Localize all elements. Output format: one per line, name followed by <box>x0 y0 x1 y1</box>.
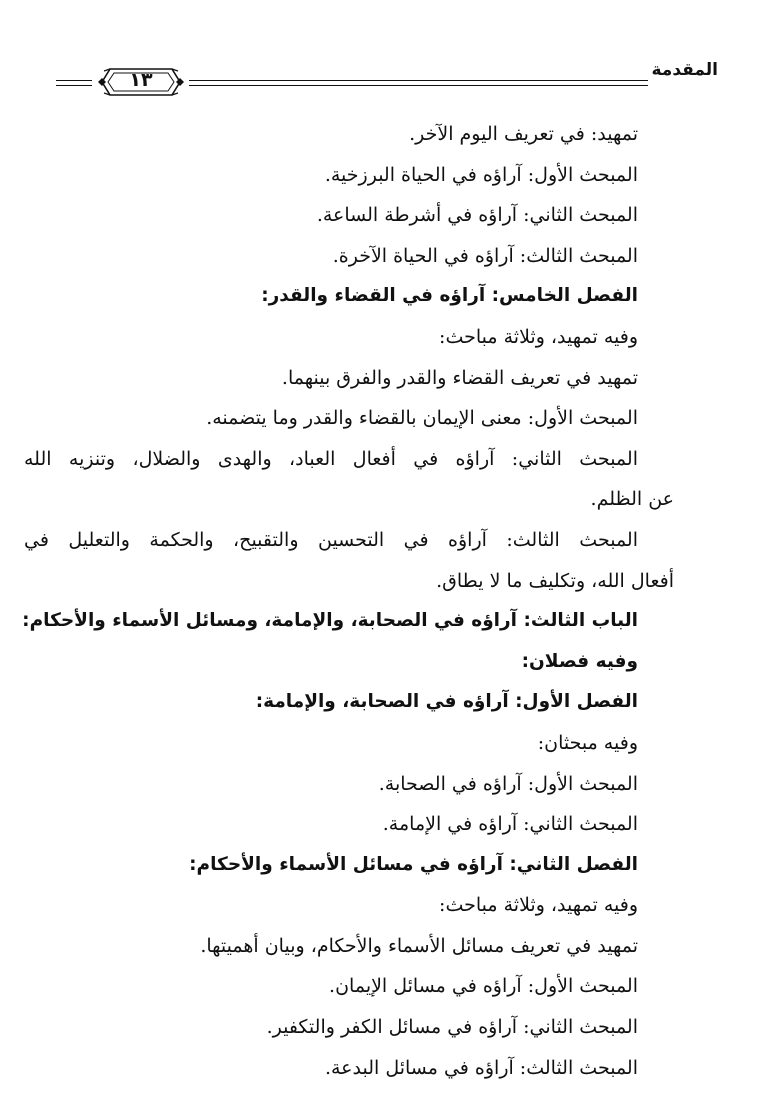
page-number: ١٣ <box>129 69 153 91</box>
chapter-title: المقدمة <box>651 60 718 80</box>
body-text <box>22 114 674 1088</box>
text-line: المبحث الثاني: آراؤه في الإمامة. <box>382 813 638 836</box>
text-line: المبحث الأول: آراؤه في مسائل الإيمان. <box>329 975 638 998</box>
text-line: المبحث الثالث: آراؤه في الحياة الآخرة. <box>332 244 638 267</box>
text-line: المبحث الأول: آراؤه في الحياة البرزخية. <box>324 163 638 186</box>
text-line: تمهيد: في تعريف اليوم الآخر. <box>409 123 638 145</box>
text-line: وفيه مبحثان: <box>537 731 638 754</box>
section-heading: وفيه فصلان: <box>521 650 638 672</box>
section-heading: الفصل الأول: آراؤه في الصحابة، والإمامة: <box>255 691 638 713</box>
text-line: المبحث الثاني: آراؤه في مسائل الكفر والتكفير. <box>266 1016 638 1039</box>
text-line: المبحث الأول: آراؤه في الصحابة. <box>378 772 638 795</box>
page-number-frame <box>96 63 186 101</box>
text-line: وفيه تمهيد، وثلاثة مباحث: <box>439 894 638 917</box>
text-line: وفيه تمهيد، وثلاثة مباحث: <box>439 325 638 348</box>
running-header <box>56 54 718 100</box>
text-line: عن الظلم. <box>590 488 674 511</box>
text-line: المبحث الثاني: آراؤه في أفعال العباد، والهدى والضلال، وتنزيه الله <box>24 447 638 470</box>
text-line: المبحث الثالث: آراؤه في مسائل البدعة. <box>324 1056 638 1079</box>
text-line: تمهيد في تعريف مسائل الأسماء والأحكام، وبيان أهميتها. <box>200 934 638 957</box>
header-rule-left <box>56 80 92 86</box>
text-line: أفعال الله، وتكليف ما لا يطاق. <box>436 569 674 592</box>
section-heading: الفصل الثاني: آراؤه في مسائل الأسماء والأحكام: <box>189 853 638 875</box>
section-heading: الفصل الخامس: آراؤه في القضاء والقدر: <box>261 285 638 307</box>
text-line: المبحث الثاني: آراؤه في أشرطة الساعة. <box>316 204 638 227</box>
header-rule <box>189 80 648 86</box>
text-line: تمهيد في تعريف القضاء والقدر والفرق بينهما. <box>281 366 638 389</box>
section-heading: الباب الثالث: آراؤه في الصحابة، والإمامة، ومسائل الأسماء والأحكام: <box>22 610 638 632</box>
text-line: المبحث الثالث: آراؤه في التحسين والتقبيح، والحكمة والتعليل في <box>24 528 638 551</box>
text-line: المبحث الأول: معنى الإيمان بالقضاء والقدر وما يتضمنه. <box>206 407 638 430</box>
